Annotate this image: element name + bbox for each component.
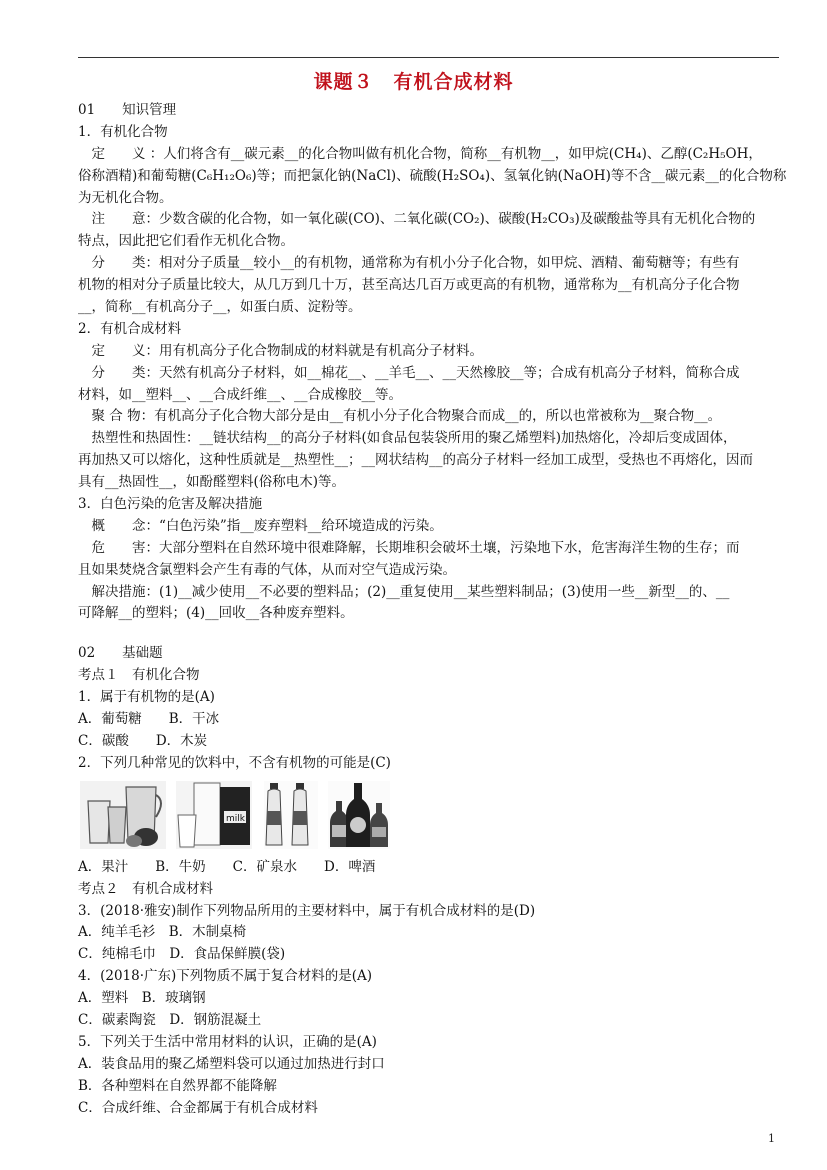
text-line: 具有__热固性__，如酚醛塑料(俗称电木)等。 [78,474,346,491]
text-line: 1．属于有机物的是(A) [78,689,215,706]
text-line: 2．有机合成材料 [78,320,182,337]
text-line: A．果汁 B．牛奶 C．矿泉水 D．啤酒 [78,858,376,875]
text-line: A．塑料 B．玻璃钢 [78,990,206,1007]
text-line: 3．白色污染的危害及解决措施 [78,496,263,513]
text-line: 俗称酒精)和葡萄糖(C₆H₁₂O₆)等；而把氯化钠(NaCl)、硫酸(H₂SO₄)、氢氧化钠(NaOH)等不含__碳元素__的化合物称 [78,167,787,184]
juice-image [80,781,166,849]
text-line: 4．(2018·广东)下列物质不属于复合材料的是(A) [78,968,373,985]
text-line: 且如果焚烧含氯塑料会产生有毒的气体，从而对空气造成污染。 [78,561,456,578]
text-line: 危 害：大部分塑料在自然环境中很难降解，长期堆积会破坏土壤，污染地下水，危害海洋生物的生存；而 [78,539,740,556]
text-line: 5．下列关于生活中常用材料的认识，正确的是(A) [78,1033,377,1050]
text-line: A．装食品用的聚乙烯塑料袋可以通过加热进行封口 [78,1055,385,1072]
text-line: 01 知识管理 [78,102,177,118]
text-line: 1．有机化合物 [78,123,168,140]
text-line: 考点２ 有机合成材料 [78,880,213,897]
text-line: 3．(2018·雅安)制作下列物品所用的主要材料中，属于有机合成材料的是(D) [78,902,536,919]
text-line: 材料，如__塑料__、__合成纤维__、__合成橡胶__等。 [78,386,402,403]
text-line: 再加热又可以熔化，这种性质就是__热塑性__；__网状结构__的高分子材料一经加工成型，受热也不再熔化，因而 [78,452,753,469]
text-line: C．碳酸 D．木炭 [78,732,208,749]
text-line: A．纯羊毛衫 B．木制桌椅 [78,924,247,941]
text-line: 定 义 ：人们将含有__碳元素__的化合物叫做有机化合物，简称__有机物__，如甲烷(CH₄)、乙醇(C₂H₅OH， [78,145,762,162]
text-line: 可降解__的塑料；(4)__回收__各种废弃塑料。 [78,605,354,622]
text-line: 分 类：相对分子质量__较小__的有机物，通常称为有机小分子化合物，如甲烷、酒精、葡萄糖等；有些有 [78,255,740,272]
text-line: 注 意：少数含碳的化合物，如一氧化碳(CO)、二氧化碳(CO₂)、碳酸(H₂CO₃)及碳酸盐等具有无机化合物的 [78,211,756,228]
document-body [78,100,787,1119]
text-line: 考点１ 有机化合物 [78,667,200,684]
text-line: 特点，因此把它们看作无机化合物。 [78,233,294,250]
text-line: C．合成纤维、合金都属于有机合成材料 [78,1099,318,1116]
text-line: A．葡萄糖 B．干冰 [78,711,220,728]
text-line: 概 念：“白色污染”指__废弃塑料__给环境造成的污染。 [78,517,443,534]
page-number: 1 [768,1132,775,1145]
mineral-water-image [264,781,318,849]
text-line: 分 类：天然有机高分子材料，如__棉花__、__羊毛__、__天然橡胶__等；合成有机高分子材料，简称合成 [78,364,740,381]
header-rule [78,57,779,58]
text-line: 02 基础题 [78,645,163,662]
text-line: 解决措施：(1)__减少使用__不必要的塑料品；(2)__重复使用__某些塑料制品；(3)使用一些__新型__的、__ [78,583,730,600]
text-line: C．碳素陶瓷 D．钢筋混凝土 [78,1011,262,1028]
text-line: __，简称__有机高分子__，如蛋白质、淀粉等。 [78,299,362,316]
page-title: 课题３ 有机合成材料 [313,71,514,93]
text-line: C．纯棉毛巾 D．食品保鲜膜(袋) [78,946,286,963]
text-line: 机物的相对分子质量比较大，从几万到几十万，甚至高达几百万或更高的有机物，通常称为__有机高分子化合物 [78,277,740,294]
milk-label: milk [226,813,245,824]
text-line: 聚 合 物：有机高分子化合物大部分是由__有机小分子化合物聚合而成__的，所以也常被称为__聚合物__。 [78,408,722,425]
text-line: B．各种塑料在自然界都不能降解 [78,1077,277,1094]
drinks-figure [78,781,779,853]
text-line: 热塑性和热固性：__链状结构__的高分子材料(如食品包装袋所用的聚乙烯塑料)加热熔化，冷却后变成固体， [78,430,737,447]
beer-image [328,781,390,849]
text-line: 2．下列几种常见的饮料中，不含有机物的可能是(C) [78,754,391,771]
text-line: 为无机化合物。 [78,189,173,206]
text-line: 定 义：用有机高分子化合物制成的材料就是有机高分子材料。 [78,342,483,359]
milk-image [176,781,252,849]
